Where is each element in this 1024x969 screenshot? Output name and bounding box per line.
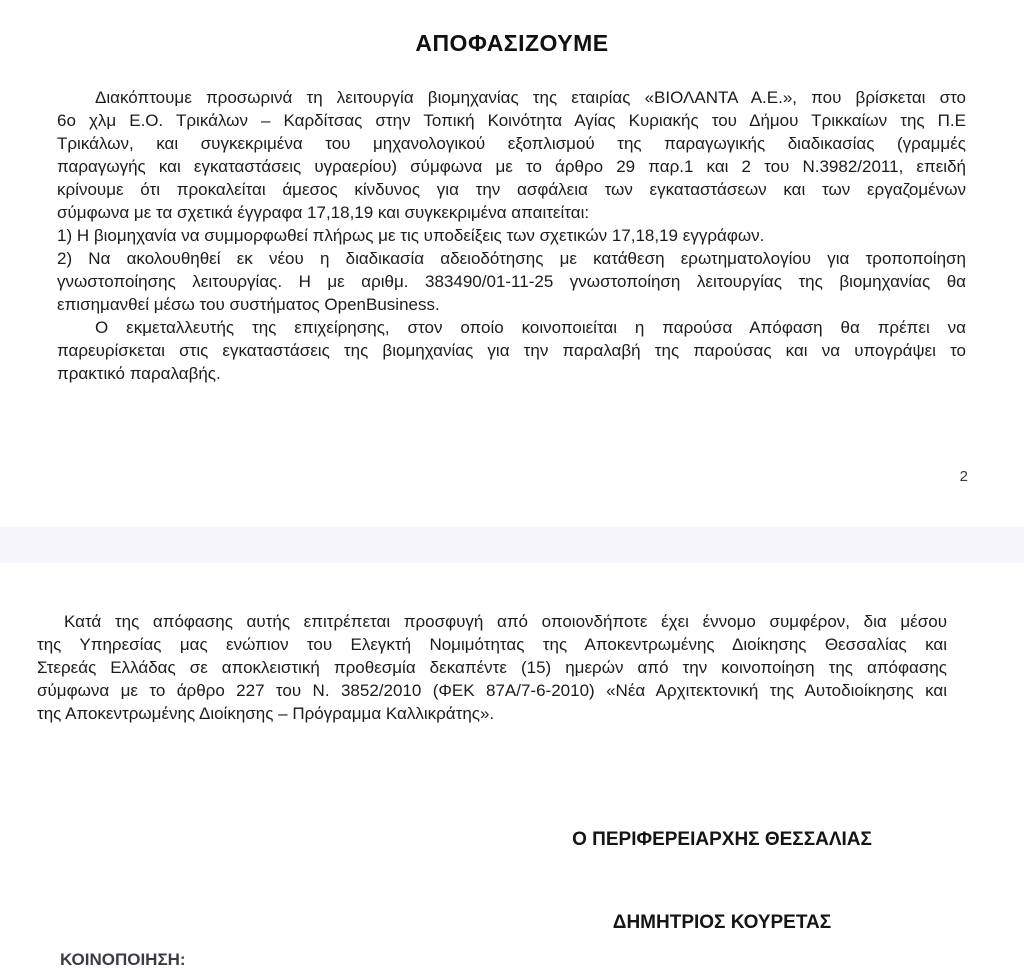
signatory-name: ΔΗΜΗΤΡΙΟΣ ΚΟΥΡΕΤΑΣ <box>612 912 832 933</box>
signatory-title: Ο ΠΕΡΙΦΕΡΕΙΑΡΧΗΣ ΘΕΣΣΑΛΙΑΣ <box>572 829 872 850</box>
text-line: Ο εκμεταλλευτής της επιχείρησης, στον οποίο κοινοποιείται η παρούσα Απόφαση θα πρέπει να <box>95 318 966 337</box>
paragraph <box>57 224 966 247</box>
text-line: Κατά της απόφασης αυτής επιτρέπεται προσφυγή από οποιονδήποτε έχει έννομο συμφέρον, δια μέσου <box>64 612 947 631</box>
text-line: επισημανθεί μέσω του συστήματος OpenBusiness. <box>57 295 440 314</box>
text-line: σύμφωνα με το άρθρο 227 του Ν. 3852/2010 (ΦΕΚ 87Α/7-6-2010) «Νέα Αρχιτεκτονική της Αυτοδιοίκησης και <box>37 681 947 700</box>
text-line: Διακόπτουμε προσωρινά τη λειτουργία βιομηχανίας της εταιρίας «ΒΙΟΛΑΝΤΑ Α.Ε.», που βρίσκεται στο <box>95 88 966 107</box>
text-line: της Υπηρεσίας μας ενώπιον του Ελεγκτή Νομιμότητας της Αποκεντρωμένης Διοίκησης Θεσσαλίας και <box>37 635 947 654</box>
paragraph <box>57 247 966 316</box>
text-line: παρευρίσκεται στις εγκαταστάσεις της βιομηχανίας για την παραλαβή της παρούσας και να υπογράψει το <box>57 341 966 360</box>
page-separator-band <box>0 527 1024 563</box>
paragraph <box>57 86 966 224</box>
text-line: 1) Η βιομηχανία να συμμορφωθεί πλήρως με τις υποδείξεις των σχετικών 17,18,19 εγγράφων. <box>57 226 765 245</box>
paragraph <box>37 610 947 725</box>
text-line: πρακτικό παραλαβής. <box>57 364 221 383</box>
text-line: Τρικάλων, και συγκεκριμένα του μηχανολογικού εξοπλισμού της παραγωγικής διαδικασίας (γραμμές <box>57 134 966 153</box>
text-line: 6ο χλμ Ε.Ο. Τρικάλων – Καρδίτσας στην Τοπική Κοινότητα Αγίας Κυριακής του Δήμου Τρικκαίων της Π.Ε <box>57 111 966 130</box>
paragraph <box>57 316 966 385</box>
document-title: ΑΠΟΦΑΣΙΖΟΥΜΕ <box>415 30 609 56</box>
text-line: 2) Να ακολουθηθεί εκ νέου η διαδικασία αδειοδότησης με κατάθεση ερωτηματολογίου για τροποποίηση <box>57 249 966 268</box>
text-line: παραγωγής και εγκαταστάσεις υγραερίου) σύμφωνα με το άρθρο 29 παρ.1 και 2 του Ν.3982/2011, επειδή <box>57 157 966 176</box>
page1-body-text <box>57 86 966 385</box>
text-line: κρίνουμε ότι προκαλείται άμεσος κίνδυνος για την ασφάλεια των εγκαταστάσεων και των εργαζομένων <box>57 180 966 199</box>
page2-body-text <box>37 610 947 725</box>
text-line: της Αποκεντρωμένης Διοίκησης – Πρόγραμμα Καλλικράτης». <box>37 704 495 723</box>
footer-partial-text: ΚΟΙΝΟΠΟΙΗΣΗ: <box>60 950 186 969</box>
text-line: Στερεάς Ελλάδας σε αποκλειστική προθεσμία δεκαπέντε (15) ημερών από την κοινοποίηση της απόφασης <box>37 658 947 677</box>
page-number: 2 <box>959 468 968 485</box>
text-line: σύμφωνα με τα σχετικά έγγραφα 17,18,19 και συγκεκριμένα απαιτείται: <box>57 203 590 222</box>
text-line: γνωστοποίησης λειτουργίας. Η με αριθμ. 383490/01-11-25 γνωστοποίηση λειτουργίας της βιομηχανίας θα <box>57 272 966 291</box>
